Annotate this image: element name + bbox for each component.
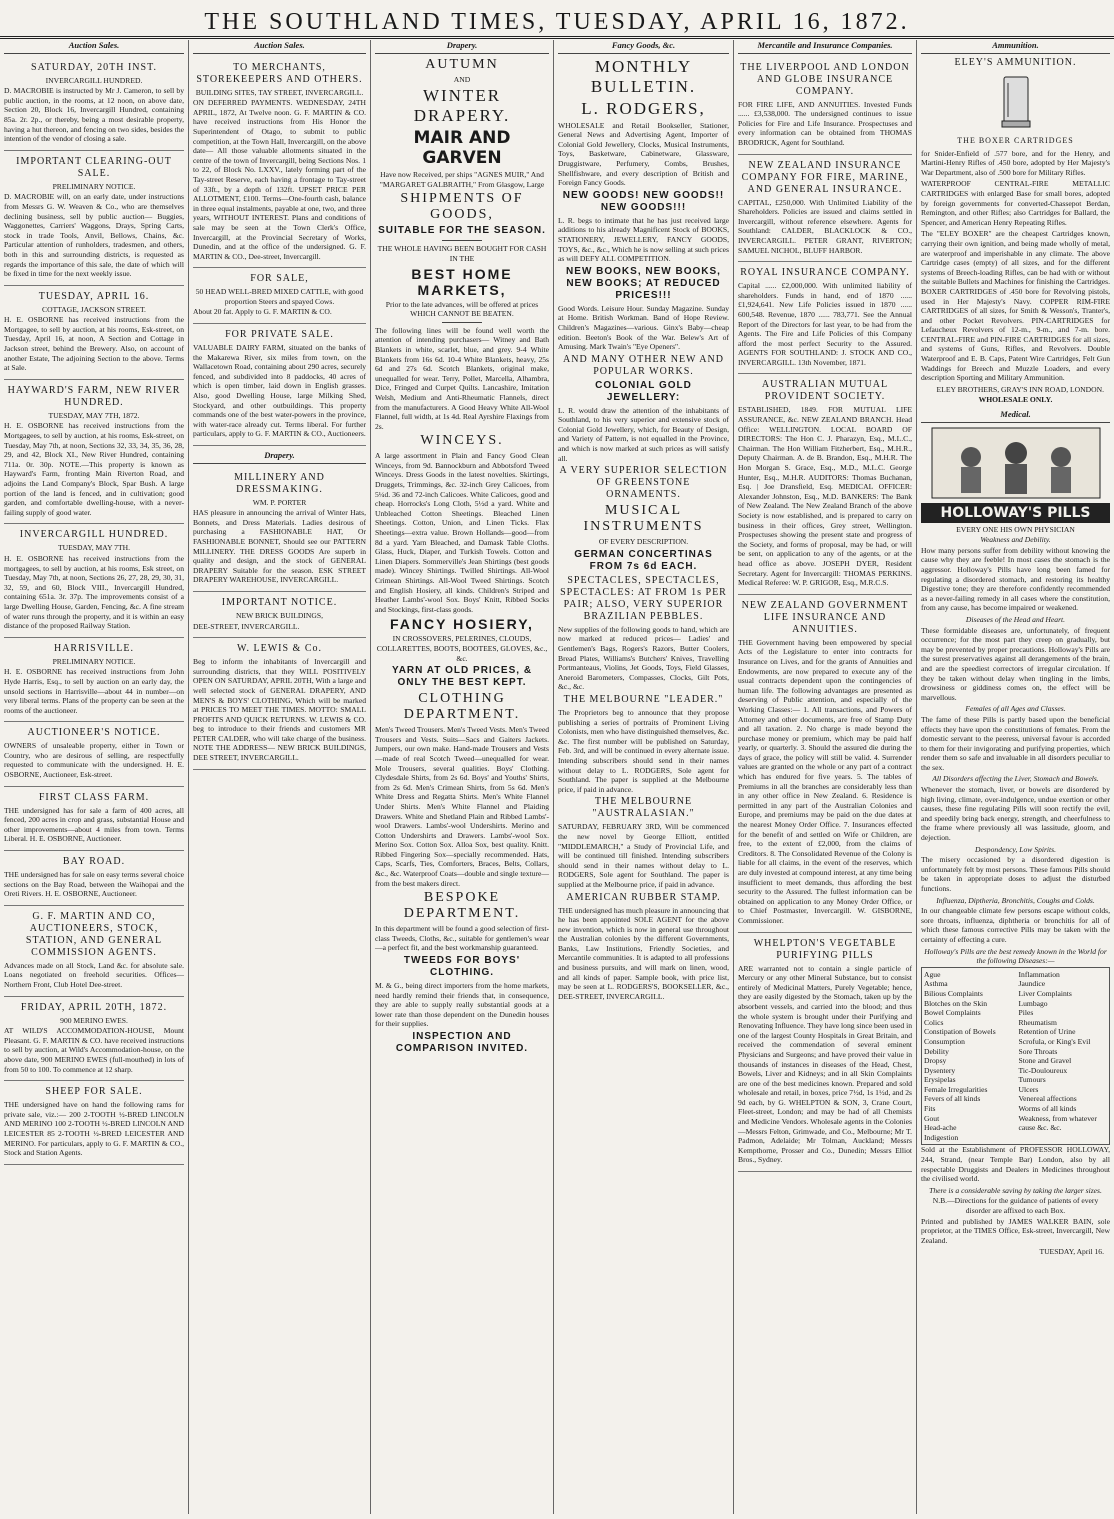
clothing-heading: CLOTHING DEPARTMENT. — [403, 691, 521, 723]
ad-body: Beg to inform the inhabitants of Invercargill and surrounding districts, that they WILL POSITIVELY OPEN ON SATURDAY, APRIL 20TH, With a large and well selected stock of GENERAL DRAPERY, AND MEN'S & BOYS' CLOTHING, Which will be marked at PRICES TO MEET THE TIMES. MOTTO: SMALL PROFITS AND QUICK RETURNS. W. LEWIS & CO. beg to introduce to their friends and customers MR PETER CALDER, who will take charge of the business. NOTE THE ADDRESS— NEW BRICK BUILDINGS, DEE STREET, INVERCARGILL. — [193, 657, 366, 763]
ad-body: FOR FIRE LIFE, AND ANNUITIES. Invested Funds ...... £3,538,000. The undersigned continues to issue Policies for Fire and Life Insurance. Prospectuses and every information can be obtained from THOMAS BRODRICK, Agent for Southland. — [738, 99, 912, 147]
column-body — [193, 467, 366, 770]
ad-body: Advances made on all Stock, Land &c. for absolute sale. Loans negotiated on freehold securities. Offices—Northern Front, Club Hotel Dee-street. — [4, 960, 184, 989]
holloway-illustration-icon — [931, 427, 1101, 499]
disease-item: Liver Complaints — [1018, 988, 1072, 998]
cartridge-icon — [994, 73, 1038, 131]
boxer-heading: THE BOXER CARTRIDGES — [957, 135, 1074, 145]
ad-heading: BAY ROAD. — [62, 856, 126, 868]
ad-body: THE undersigned has for sale a farm of 400 acres, all fenced, 200 acres in crop and grass, substantial House and other improvements—about 4 miles from town. Terms Liberal. H. E. OSBORNE, Auctioneer. — [4, 805, 184, 844]
ad-heading: SATURDAY, 20TH INST. — [31, 61, 157, 73]
disease-item: Female Irregularities — [924, 1084, 988, 1094]
ad-subheading: 900 MERINO EWES. — [60, 1015, 128, 1025]
advertisement — [738, 595, 912, 933]
masthead — [0, 6, 1114, 39]
column-body — [193, 57, 366, 446]
ad-heading: WHELPTON'S VEGETABLE PURIFYING PILLS — [753, 937, 897, 961]
ad-heading: FOR PRIVATE SALE. — [225, 329, 334, 341]
prior-text: Prior to the late advances, will be offered at prices WHICH CANNOT BE BEATEN. — [385, 299, 539, 319]
disease-item: Dysentery — [924, 1065, 956, 1075]
section-heading: Fancy Goods, &c. — [558, 40, 729, 54]
section-heading: Medical. — [921, 409, 1110, 423]
advertisement — [4, 286, 184, 380]
despondency-heading: Despondency, Low Spirits. — [975, 844, 1056, 854]
saving-text: There is a considerable saving by taking the larger sizes. — [929, 1185, 1102, 1195]
list-winceys: A large assortment in Plain and Fancy Good Clean Winceys, from 9d. Bannockburn and Abbotsford Tweed Winceys. Dress Goods in the latest novelties. Skirtings, Druggets, Trimmings, &c. 32-inch Grey Calicoes, from 5¼d. 36 and 72-inch Calicoes. White Calicoes, good and cheap. Horrocks's Long Cloth, 5½d a yard. White and Unbleached Cotton Sheetings. Bleached Linen Sheetings. Cotton, Union, and Linen Ticks. Flax Sheetings—extra value. Brown Hollands—good—from 8d a yard. Yarn Bleached, and Damask Table Cloths. Glass, Huck, Diaper, and Turkish Towels. Cotton and Linen Diapers. Sommerville's Jean Shirtings (best goods made). Wincey Shirtings. Twilled Shirtings. All-Wool Crimean Shirtings. All-Wool Tweed Shirtings. Scotch and English Hosiery, all kinds. Children's Striped and Heather Lambs'-wool Sox. Boys' Knitt, Ribbed Socks and Stockings, first-class goods. — [375, 451, 549, 614]
eley-text: The "ELEY BOXER" are the cheapest Cartridges known, carrying their own ignition, and being made wholly of metal, are waterproof and imperishable in any climate. The above Cartridge cases (empty) of all sizes, and for the different systems of Breech-loading Rifles, can be had with or without the suitable Bullets and Machines for finishing the Cartridges. BOXER CARTRIDGES of .450 bore for Revolving pistols, used in Her Majesty's Navy. COPPER RIM-FIRE CARTRIDGES of all sizes, for Smith & Wesson's, Tranter's, and other Pocket Revolvers. PIN-CARTRIDGES for Lefaucheux Revolvers of 12-m., 9-m., and 7-m. bore. CENTRAL-FIRE and PIN-FIRE CARTRIDGES for all sizes, and systems of Guns, Rifles, and Revolvers. Double Waterproof and E. B. Caps, Patent Wire Cartridges, Felt Gun Waddings for Breech and Muzzle Loaders, and every description Sporting and Military Ammunition. — [921, 229, 1110, 383]
influenza-text: In our changeable climate few persons escape without colds, sore throats, influenza, diphtheria or bronchitis for all of which these famous corrective Pills may be taken with the certainty of effecting a cure. — [921, 906, 1110, 944]
ad-heading: G. F. MARTIN AND CO, AUCTIONEERS, STOCK, STATION, AND GENERAL COMMISSION AGENTS. — [25, 910, 163, 958]
ad-body: H. E. OSBORNE has received instructions from the Mortgagees, to sell by auction, at his rooms, Esk-street, on Tuesday, May 7th, at noon, Sections 32, 33, 34, 35, 36, 28, 29, and 42, Block XI., New River Hundred, containing 711a. 0r. 30p. NOTE.—This property is known as Hayward's Farm, fronting Main Riverton Road, and adjoins the Land Company's Block, Spar Bush. A large portion of the land is fenced, and in cultivation; good garden, and comfortable dwelling-house, with a never-failing supply of good water. — [4, 421, 184, 517]
firm-name: MAIR AND GARVEN — [413, 128, 511, 169]
ad-subheading: WM. P. PORTER — [252, 497, 307, 507]
australasian-heading: THE MELBOURNE "AUSTRALASIAN." — [592, 796, 695, 820]
disease-item: Ulcers — [1018, 1084, 1039, 1094]
ad-body: D. MACROBIE will, on an early date, under instructions from Messrs G. W. Weaven & Co., who are themselves declining business, sell by public auction— Buggies, Waggonettes, Carriers' Waggons, Drays, Spring Carts, stock in trade Tools, Anvil, Bellows, Chains, &c. Particular attention of runholders, tradesmen, and others, both in this and surrounding districts, is requested as regards the importance of this sale, the date of which will be fixed in time for the next weekly issue. — [4, 192, 184, 279]
disease-item: Gout — [924, 1113, 940, 1123]
ad-heading: W. LEWIS & Co. — [236, 643, 322, 655]
females-heading: Females of all Ages and Classes. — [965, 704, 1066, 714]
new-books-heading: NEW BOOKS, NEW BOOKS, NEW BOOKS; AT REDUCED PRICES!!! — [566, 265, 721, 301]
ad-body: ESTABLISHED, 1849. FOR MUTUAL LIFE ASSURANCE, &c. NEW ZEALAND BRANCH. Head Office: WELLINGTON. LOCAL BOARD OF DIRECTORS: The Hon C. J. Pharazyn, Esq., M.L.C., Chairman. The Hon William Fitzherbert, Esq., M.H.R., Deputy Chairman. A. de B. Brandon, Esq., M.H.R. The Hon Morgan S. Grace, Esq., M.D., M.L.C. George Hunter, Esq., M.H.R. AUDITORS: Thomas Buchanan, Esq. | Joe Dransfield, Esq. MEDICAL OFFICER: Alexander Johnston, Esq., M.D. BANKERS: The Bank of New Zealand. The New Zealand Branch of the above Society is now established, and is prepared to carry on business in their offices, Grey street, Wellington. Prospectuses showing the present state and progress of the Society, and forms of proposal, may be had, or will be sent, on application to any of the agents, or at the head office as above. JOSEPH DYER, Resident Secretary. Agent for Invercargill: THOMAS PERKINS. Medical Referee: W. P. GRIGOR, Esq., M.R.C.S. — [738, 405, 912, 588]
musical-heading: MUSICAL INSTRUMENTS — [583, 503, 704, 535]
ad-heading: TO MERCHANTS, STOREKEEPERS AND OTHERS. — [196, 61, 363, 85]
australasian-text: SATURDAY, FEBRUARY 3RD, Will be commenced the new novel by George Elliott, entitled "MIDDLEMARCH," a Study of Provincial Life, and will be continued till finished. Intending subscribers should send in their names without delay to L. RODGERS, Sole agent for Southland. The paper is supplied at the Melbourne price, if paid in advance. — [558, 822, 729, 889]
advertisement — [4, 787, 184, 851]
ad-heading: IMPORTANT NOTICE. — [221, 596, 338, 608]
disease-item: Indigestion — [924, 1132, 959, 1142]
column-ammunition-medical — [916, 40, 1114, 1514]
sold-text: Sold at the Establishment of PROFESSOR HOLLOWAY, 244, Strand, (near Temple Bar) London, also by all respectable Druggists and Dealers in Medicines throughout the civilised world. — [921, 1145, 1110, 1184]
advertisement — [193, 324, 366, 446]
rubber-stamp-text: THE undersigned has much pleasure in announcing that he has been appointed SOLE AGENT for the above new invention, which is now in general use throughout the Australian colonies by the different Governments, Banks, Law Institutions, Friendly Societies, and Mercantile communities. It is adapted to all professions and business pursuits, and will mark on linen, wood, and all kinds of paper. Sample book, with price list, may be seen at L. RODGERS'S, BOOKSELLER, &c., DEE-STREET, INVERCARGILL. — [558, 905, 729, 1001]
females-text: The fame of these Pills is partly based upon the beneficial effects they have upon the constitutions of females. From the domestic servant to the peeress, universal favour is accorded to them for their invigorating and purifying properties, which render them so safe and invaluable in all disorders peculiar to the sex. — [921, 714, 1110, 772]
ad-body: AT WILD'S ACCOMMODATION-HOUSE, Mount Pleasant. G. F. MARTIN & CO. have received instructions to sell by auction, at Wild's Accommodation-house, on the above date, 900 MERINO EWES (full-mouthed) in lots of from 50 to 100. To commence at 12 sharp. — [4, 1026, 184, 1074]
colonial-text: L. R. would draw the attention of the inhabitants of Southland, to his very superior and extensive stock of Colonial Gold Jewellery, which, for Beauty of Design, and Variety of Pattern, is not equalled in the Province, and which is now marked at such prices as will satisfy all. — [558, 405, 729, 463]
column-fancy-goods — [553, 40, 733, 1514]
season-heading: SUITABLE FOR THE SEASON. — [378, 225, 546, 237]
advertisement — [193, 638, 366, 770]
disease-item: Weakness, from whatever cause &c. &c. — [1018, 1113, 1097, 1133]
spectacles-heading: SPECTACLES, SPECTACLES, SPECTACLES: AT FROM 1s PER PAIR; ALSO, VERY SUPERIOR BRAZILIAN PEBBLES. — [560, 574, 727, 622]
column-body — [738, 57, 912, 1172]
advertisement — [738, 933, 912, 1172]
autumn-heading: AUTUMN — [425, 56, 499, 72]
disease-item: Bilious Complaints — [924, 988, 983, 998]
disease-item: Fevers of all kinds — [924, 1094, 981, 1104]
bought-text: THE WHOLE HAVING BEEN BOUGHT FOR CASH IN THE — [377, 244, 547, 263]
ad-body: HAS pleasure in announcing the arrival of Winter Hats, Bonnets, and Dress Materials. Ladies desirous of purchasing a FASHIONABLE HAT, Or FASHIONABLE BONNET, Should see our PATTERN MILLINERY. THE DRESS GOODS Are superb in quality and design, and the stock of GENERAL DRAPERY Suitable for the season. ESK STREET DRAPERY WAREHOUSE, INVERCARGILL. — [193, 508, 366, 585]
yarn-heading: YARN AT OLD PRICES, & ONLY THE BEST KEPT. — [391, 665, 533, 689]
advertisement — [4, 57, 184, 151]
disease-item: Constipation of Bowels — [924, 1027, 996, 1037]
issue-date: TUESDAY, April 16. — [1039, 1247, 1104, 1257]
ad-subheading: BUILDING SITES, TAY STREET, INVERCARGILL. — [195, 87, 364, 97]
ad-heading: SHEEP FOR SALE. — [45, 1086, 143, 1098]
disease-item: Colics — [924, 1017, 944, 1027]
advertisement — [4, 638, 184, 723]
waterproof-text: WATERPROOF CENTRAL-FIRE METALLIC CARTRIDGES with enlarged Base for small bores, adopted by foreign governments for converted-Chassepot Berdan, Remington, and other Rifles; also Cartridges for Ballard, the Spencer, and American Henry Repeating Rifles. — [921, 179, 1110, 227]
ad-subheading: NEW BRICK BUILDINGS, — [236, 610, 323, 620]
books-list: Good Words. Leisure Hour. Sunday Magazine. Sunday at Home. British Workman. Band of Hope Review. Children's Magazines—various. Ginx's Baby—cheap edition. Beeton's Book of the War. Belew's Art of Amusing. Mark Twain's "Eye Openers". — [558, 303, 729, 352]
nb-text: N.B.—Directions for the guidance of patients of every disorder are affixed to each Box. — [932, 1196, 1099, 1215]
shipments-heading: SHIPMENTS OF GOODS, — [400, 191, 524, 223]
ad-heading: NEW ZEALAND GOVERNMENT LIFE INSURANCE AND ANNUITIES. — [741, 599, 909, 635]
advertisement — [4, 906, 184, 997]
disease-item: Sore Throats — [1018, 1046, 1058, 1056]
holloway-banner: HOLLOWAY'S PILLS — [921, 503, 1110, 523]
advertisement — [193, 268, 366, 324]
ad-heading: AUCTIONEER'S NOTICE. — [27, 727, 161, 739]
ad-subheading: PRELIMINARY NOTICE. — [52, 656, 136, 666]
ad-heading: HAYWARD'S FARM, NEW RIVER HUNDRED. — [7, 384, 181, 408]
masthead-title: THE SOUTHLAND TIMES, TUESDAY, APRIL 16, 1872. — [204, 9, 910, 35]
disease-item: Consumption — [924, 1036, 965, 1046]
section-heading: Auction Sales. — [4, 40, 184, 54]
ad-body: H. E. OSBORNE has received instructions from the mortgagees, to sell by auction, at his rooms, Esk street, on Tuesday, May 7th, at noon, Sections 26, 27, 28, 29, 30, 31, 32, 59, and 60, Block VIII., Invercargill Hundred, containing 651a. 3r. 37p. The improvements consist of a large Dwelling House, Garden, Fencing, &c. A fine stream of water runs through the property, and it is within an easy distance of the proposed Railway Station. — [4, 553, 184, 631]
ad-body: OWNERS of unsaleable property, either in Town or Country, who are desirous of selling, are respectfully requested to communicate with the undersigned. H. E. OSBORNE, Auctioneer, Esk-street. — [4, 741, 184, 780]
inspection-heading: INSPECTION AND COMPARISON INVITED. — [395, 1031, 529, 1054]
ad-subheading: COTTAGE, JACKSON STREET. — [42, 304, 146, 314]
column-body — [4, 57, 184, 1165]
ad-heading: HARRISVILLE. — [53, 642, 135, 654]
rodgers-heading: L. RODGERS, — [581, 98, 706, 118]
ad-body: THE undersigned has for sale on easy terms several choice sections on the Bay Road, between the Waihopai and the Oreti Rivers. H. E. OSBORNE, Auctioneer. — [4, 870, 184, 899]
despondency-text: The misery occasioned by a disordered digestion is unfortunately felt by most persons. These famous Pills should be taken in appropriate doses to adjust the disturbed functions. — [921, 855, 1110, 893]
disease-item: Retention of Urine — [1018, 1027, 1076, 1037]
ad-heading: THE LIVERPOOL AND LONDON AND GLOBE INSURANCE COMPANY. — [740, 61, 910, 97]
section-heading: Ammunition. — [921, 40, 1110, 54]
new-goods-text: L. R. begs to intimate that he has just received large additions to his already Magnificent Stock of BOOKS, STATIONERY, JEWELLERY, FANCY GOODS, TOYS, &c., &c., Which he is now selling at such prices as will DEFY ALL COMPETITION. — [558, 215, 729, 264]
disease-item: Erysipelas — [924, 1075, 956, 1085]
tweeds-text: M. & G., being direct importers from the home markets, need hardly remind their friends that, in consequence, they are able to supply really substantial goods at a lower rate than those dependent on the Dunedin houses for their supplies. — [375, 981, 549, 1029]
disease-item: Head-ache — [924, 1123, 957, 1133]
advertisement — [4, 151, 184, 286]
bespoke-heading: BESPOKE DEPARTMENT. — [403, 890, 521, 922]
disease-item: Jaundice — [1018, 979, 1046, 989]
leader-text: The Proprietors beg to announce that they propose publishing a series of portraits of Prominent Living Colonists, men who have distinguished themselves, &c. &c. The first number will be published on Saturday, Feb. 3rd, and will be continued in every alternate issue. Intending subscribers should send in their names without delay to L. RODGERS, Sole agent for Southland. The paper is supplied at the Melbourne price, if paid in advance. — [558, 708, 729, 794]
hosiery-text: IN CROSSOVERS, PELERINES, CLOUDS, COLLARETTES, BOOTS, BOOTEES, GLOVES, &c., &c. — [376, 634, 548, 663]
ad-body: H. E. OSBORNE has received instructions from John Hyde Harris, Esq., to sell by auction on an early day, the unsold sections in Harrisville—about 44 in number—on very liberal terms. Plans of the property can be seen at the rooms of the auctioneer. — [4, 667, 184, 715]
popular-works-heading: AND MANY OTHER NEW AND POPULAR WORKS. — [563, 353, 724, 377]
ad-body: VALUABLE DAIRY FARM, situated on the banks of the Makarewa River, six miles from town, on the Wallacetown Road, containing about 290 acres, securely fenced, and subdivided into 8 paddocks, 40 acres of which is open timber, laid down in English grasses. Also, good Dwelling House, large Milking Shed, Stockyard, and other outbuildings. This property commands one of the best water-powers in the province, with water-race already cut. Terms liberal. For further particulars, apply to G. F. MARTIN & CO., Auctioneers. — [193, 343, 366, 439]
ad-body: DEE-STREET, INVERCARGILL. — [193, 621, 300, 631]
section-heading: Auction Sales. — [193, 40, 366, 54]
ad-heading: AUSTRALIAN MUTUAL PROVIDENT SOCIETY. — [761, 379, 889, 403]
disease-item: Worms of all kinds — [1018, 1104, 1077, 1114]
disease-item: Stone and Gravel — [1018, 1056, 1072, 1066]
disease-item: Ague — [924, 969, 941, 979]
divider — [442, 322, 482, 323]
column-drapery — [370, 40, 553, 1514]
ad-body: D. MACROBIE is instructed by Mr J. Cameron, to sell by public auction, in the rooms, at 12 noon, on above date, Section 20, Block 16, Invercargill Hundred, containing 85a. 2r. 2p., or thereby, being a most desirable property, having a hut thereon, and fencing on two sides, besides the intention of the vendor of closing a sale. — [4, 86, 184, 144]
advertisement — [193, 57, 366, 269]
ad-body: THE Government having been empowered by special Acts of the Legislature to enter into contracts for Insurance on Lives, and for the grants of Annuities and Endowments, are now prepared to execute any of the usual contracts dependent upon the contingencies of human life. The following advantages are presented as deserving of Public attention, and especially of the Working Classes:— 1. All transactions, and Powers of Attorney and other documents, are free of Stamp Duty and all taxation. 2. No charge is made beyond the purchase money or premium, which may be paid half yearly, or quarterly. 3. Should the assured die during the days of grace, the policy will still be valid. 4. Surrender values are granted on the whole or any part of a contract which has endured for five years. 5. The tables of Premiums in all the branches are considerably less than in any other office in New Zealand. 6. Residence is permitted in any part of the Australian Colonies and Europe, and premiums may be paid on the due dates at the nearest Money Order Office. 7. Insurances effected for the benefit of and settled on Wife or Children, are free, to the extent of £2,000, from the claims of Creditors. 8. The Consolidated Revenue of the Colony is liable for all claims, in the event of the reserves, which are duly invested at compound interest, at any time being insufficient to meet demands, thus affording the best security to the Assured. The fullest information can be obtained on application to any Money Order Office, or to Chief Postmaster, Invercargill. W. GISBORNE, Commissioner. — [738, 637, 912, 925]
ad-subheading: 50 HEAD WELL-BRED MIXED CATTLE, with good proportion Steers and spayed Cows. — [195, 287, 364, 306]
ad-body: ON DEFERRED PAYMENTS. WEDNESDAY, 24TH APRIL, 1872, At Twelve noon. G. F. MARTIN & CO. have received instructions from His Honor the Superintendent of Otago, to submit to public competition, at the Town Hall, Invercargill, on the above date— All those valuable allotments situated in the centre of the town of Invercargill, being Sections Nos. 1 to 22, of Block No. LXXV., lately forming part of the Tay-street Reserve, each having a frontage to Tay-street of 33ft., by a depth of 132ft. UPSET PRICE PER ALLOTMENT, £100. Terms—One-fourth cash, balance in three equal instalments, payable at one, two, and three years, WITHOUT INTEREST. Plans and conditions of sale may be seen at the Town Clerk's Office, Invercargill, at the Provincial Secretary of Works, Dunedin, and at the office of the undersigned. G. F. MARTIN & CO., Dee-street, Invercargill. — [193, 98, 366, 261]
column-auction-sales-2 — [188, 40, 370, 1514]
ad-heading: IMPORTANT CLEARING-OUT SALE. — [16, 155, 172, 179]
head-heart-text: These formidable diseases are, unfortunately, of frequent occurrence; for the most part they creep on gradually, but may be prevented by proper precautions. Holloway's Pills are the surest preservatives against all derangements of the brain, and are the speediest correctors of irregular circulation. If they be taken without delay when tingling in the limbs, drowsiness or giddiness comes on, the effect will be marvellous. — [921, 625, 1110, 702]
column-auction-sales-1 — [0, 40, 188, 1514]
disease-item: Venereal affections — [1018, 1094, 1077, 1104]
liver-heading: All Disorders affecting the Liver, Stomach and Bowels. — [932, 774, 1099, 784]
disease-item: Debility — [924, 1046, 949, 1056]
ad-heading: TUESDAY, APRIL 16. — [38, 290, 150, 302]
ad-body: THE undersigned have on hand the following rams for private sale, viz.:— 200 2-TOOTH ½-BRED LINCOLN AND MERINO 100 2-TOOTH ½-BRED LINCOLN AND LEICESTER 85 2-TOOTH ½-BRED LEICESTER AND MERINO. For particulars, apply to G. F. MARTIN & CO., Stock and Station Agents. — [4, 1100, 184, 1158]
winter-drapery-heading: WINTER DRAPERY. — [413, 86, 511, 126]
colonial-jewellery-heading: COLONIAL GOLD JEWELLERY: — [595, 379, 692, 403]
liver-text: Whenever the stomach, liver, or bowels are disordered by high living, climate, over-indulgence, undue exertion or other causes, these fine regulating Pills will soon rectify the evil, and speedily bring back energy, strength, and cheerfulness to the frame where previously all was lassitude, gloom, and dejection. — [921, 785, 1110, 843]
disease-item: Tic-Douloureux — [1018, 1065, 1068, 1075]
advertisement — [4, 1081, 184, 1165]
ad-heading: NEW ZEALAND INSURANCE COMPANY FOR FIRE, MARINE, AND GENERAL INSURANCE. — [741, 159, 909, 195]
ad-subheading: TUESDAY, MAY 7TH. — [57, 543, 130, 553]
ad-heading: MILLINERY AND DRESSMAKING. — [234, 471, 325, 495]
rodgers-intro: WHOLESALE and Retail Bookseller, Stationer, General News and Advertising Agent, Importer of Colonial Gold Jewellery, Clocks, Musical Instruments, Toys, Basketware, Cabinetware, Glassware, Druggistware, Perfumery, Combs, Brushes, Shellfishware, and every description of British and Foreign Fancy Goods. — [558, 120, 729, 188]
physician-heading: EVERY ONE HIS OWN PHYSICIAN — [956, 524, 1075, 534]
best-markets-heading: BEST HOME MARKETS, — [411, 265, 513, 298]
ad-subheading: TUESDAY, MAY 7TH, 1872. — [48, 410, 140, 420]
ad-subheading: INVERCARGILL HUNDRED. — [45, 75, 143, 85]
leader-heading: THE MELBOURNE "LEADER." — [563, 694, 724, 705]
eley-signature: ELEY BROTHERS, GRAY'S INN ROAD, LONDON. — [936, 384, 1104, 394]
section-heading: Drapery. — [375, 40, 549, 54]
ad-subheading: PRELIMINARY NOTICE. — [52, 181, 136, 191]
bespoke-text: In this department will be found a good selection of first-class Tweeds, Cloths, &c., suitable for gentlemen's wear—a perfect fit, and the best workmanship guaranteed. — [375, 924, 549, 953]
disease-item: Lumbago — [1018, 998, 1048, 1008]
head-heart-heading: Diseases of the Head and Heart. — [965, 614, 1066, 624]
disease-item: Rheumatism — [1018, 1017, 1057, 1027]
section-heading: Mercantile and Insurance Companies. — [738, 40, 912, 54]
winceys-heading: WINCEYS. — [420, 433, 504, 449]
advertisement — [4, 380, 184, 525]
weakness-heading: Weakness and Debility. — [980, 535, 1051, 545]
new-goods-heading: NEW GOODS! NEW GOODS!! NEW GOODS!!! — [562, 189, 725, 213]
ad-heading: ROYAL INSURANCE COMPANY. — [740, 267, 910, 279]
and-text: AND — [453, 74, 471, 84]
musical-sub: OF EVERY DESCRIPTION. — [598, 537, 689, 547]
list-blankets: The following lines will be found well worth the attention of intending purchasers— Witney and Bath Blankets in white, scarlet, blue, and grey. 9-4 White Blankets from 16s 6d. 10-4 White Blankets, heavy, 25s 6d and 27s 6d. Scotch Blankets, original make, unequalled for wear. Terry, Pollet, Marcella, Alhambra, Dice, Fringed and Curpet Quilts. Lancashire, Imitation Welsh, Medium and Anti-Rheumatic Flannels, direct from the manufacturers. A Good Heavy White All-Wool Flannel, full width, at 1s 4d. Real Ayrshire Flaxings from 2s. — [375, 325, 549, 431]
disease-item: Piles — [1018, 1008, 1034, 1018]
ad-body: ARE warranted not to contain a single particle of Mercury or any other Mineral Substance, but to consist entirely of Medicinal Matters, Purely Vegetable; hence, they are easily digested by the Stomach, taken up by the absorbent vessels, and carried into the blood; and thus the whole system is brought under their Purifying and Renovating Influence. They have long since been used in one of the largest County Hospitals in Great Britain, and received the commendation of several eminent Physicians and Surgeons; and have proved their value in thousands of instances in diseases of the Head, Chest, Bowels, Liver and Kidneys; and in all Skin Complaints are one of the best medicines known. Prepared and sold wholesale and retail, in boxes, price 7½d, 1s 1½d, and 2s 9d each, by G. WHELPTON & SON, 3, Crane Court, Fleet-street, London; and may be had of all Chemists and Medicine Vendors. Wholesale agents in the Colonies—Messrs Felton, Grimwade, and Co., Melbourne; Mr T. Padmon, Adelaide; Mr Tolman, Auckland; Messrs Kempthorne, Prosser and Co., Dunedin; Messrs Elliot Bros., Sydney. — [738, 963, 912, 1165]
ad-heading: FOR SALE, — [250, 273, 309, 285]
eley-heading: ELEY'S AMMUNITION. — [954, 56, 1077, 68]
monthly-bulletin-heading: MONTHLY BULLETIN. — [590, 56, 697, 96]
advertisement — [738, 57, 912, 155]
list-clothing: Men's Tweed Trousers. Men's Tweed Vests. Men's Tweed Trousers and Vests. Suits—Sacs and Gaiters Jackets. Jumpers, our own make. Hand-made Trousers and Vests—made of real Scotch Tweed—unequalled for wear. Mole Trousers, several qualities. Boys' Clothing. Clydesdale Shirts, from 2s 6d. Boys' and Youths' Shirts, from 2s 6d. Men's Crimean Shirts, from 5s 6d. Men's White Dress and Regatta Shirts. Men's White Flannel Under Shirts. Men's White Flannel and Plaiding Drawers. White and Shetland Plain and Ribbed Lambs'-wool Drawers. Lambs'-wool Undershirts. Merino and Cotton Undershirts and Drawers. Lambs'-wool Sox. Merino Sox. Cotton Sox. Alloa Sox, best quality. Knitt. Ribbed Fingering Sox—specially recommended. Hats, Caps, Scarfs, Ties, Comforters, Braces, Belts, Collars, &c., &c. Waterproof Coats—double and single texture—from the best makers direct. — [375, 725, 549, 888]
section-heading: Drapery. — [193, 450, 366, 464]
imprint-text: Printed and published by JAMES WALKER BAIN, sole proprietor, at the TIMES Office, Esk-street, Invercargill, New Zealand. — [921, 1216, 1110, 1245]
divider — [442, 240, 482, 241]
disease-item: Asthma — [924, 979, 948, 989]
disease-item: Fits — [924, 1104, 936, 1114]
advertisement — [4, 997, 184, 1082]
advertisement — [193, 467, 366, 592]
ships-text: Have now Received, per ships "AGNES MUIR," And "MARGARET GALBRAITH," From Glasgow, Large — [379, 170, 545, 189]
supplies-text: New supplies of the following goods to hand, which are now marked at reduced prices— Ladies' and Gentlemen's Bags, Rogers's Razors, Butter Coolers, Bread Plates, Williams's Butchers' Knives, Travelling Portmanteaus, Violins, Jet Goods, Toys, Field Glasses, Aneroid Barometers, Compasses, Clocks, Gilt Pots, &c., &c. — [558, 624, 729, 692]
ad-heading: FRIDAY, APRIL 20TH, 1872. — [20, 1001, 168, 1013]
ad-body: H. E. OSBORNE has received instructions from the Mortgagee, to sell by auction, at his rooms, Esk-street, on Tuesday, April 16, at noon, A Section and Cottage in Jackson street, behind the Brewery. Also, on account of another Estate, The adjoining Section to the above. Terms at Sale. — [4, 315, 184, 373]
tweeds-heading: TWEEDS FOR BOYS' CLOTHING. — [403, 955, 521, 979]
advertisement — [4, 524, 184, 637]
advertisement — [4, 722, 184, 786]
disease-item: Blotches on the Skin — [924, 998, 988, 1008]
column-insurance — [733, 40, 916, 1514]
disease-item: Dropsy — [924, 1056, 947, 1066]
concertinas-heading: GERMAN CONCERTINAS FROM 7s 6d EACH. — [574, 548, 713, 572]
disease-item: Inflammation — [1018, 969, 1060, 979]
disease-item: Bowel Complaints — [924, 1008, 981, 1018]
wholesale-only: WHOLESALE ONLY. — [978, 395, 1053, 405]
ad-body: Capital ...... £2,000,000. With unlimited liability of shareholders. Funds in hand, end of 1870 ...... £1,924,641. New Life Policies issued in 1870 ...... 600,548. Revenue, 1870 ...... 783,771. See the Annual Report of the Directors for last year, to be had from the Agents. The Fire and Life Policies of this Company afford the most perfect Security to the Assured. AGENTS FOR SOUTHLAND: J. STOCK AND CO., INVERCARGILL. 13th November, 1871. — [738, 281, 912, 367]
advertisement — [738, 262, 912, 374]
greenstone-heading: A VERY SUPERIOR SELECTION OF GREENSTONE ORNAMENTS. — [559, 465, 728, 501]
ad-heading: INVERCARGILL HUNDRED. — [19, 529, 169, 541]
boxer-text: for Snider-Enfield of .577 bore, and for the Henry, and Martini-Henry Rifles of .450 bore, adopted by Her Majesty's War Department, also of .500 bore for Military Rifles. — [921, 148, 1110, 177]
influenza-heading: Influenza, Diptheria, Bronchitis, Coughs and Colds. — [936, 895, 1095, 905]
advertisement — [4, 851, 184, 906]
diseases-heading: Holloway's Pills are the best remedy known in the World for the following Diseases:— — [924, 946, 1107, 966]
ad-body: About 20 fat. Apply to G. F. MARTIN & CO. — [193, 307, 332, 317]
advertisement — [738, 374, 912, 594]
advertisement — [193, 592, 366, 638]
disease-item: Tumours — [1018, 1075, 1046, 1085]
rubber-stamp-heading: AMERICAN RUBBER STAMP. — [566, 891, 721, 903]
disease-item: Scrofula, or King's Evil — [1018, 1036, 1091, 1046]
diseases-table — [921, 967, 1110, 1146]
ad-body: CAPITAL, £250,000. With Unlimited Liability of the Shareholders. Policies are issued and claims settled in Invercargill, without reference elsewhere. Agents for Southland: CALDER, BLACKLOCK & CO., INVERCARGILL. PETER GRANT, RIVERTON; SAMUEL NICHOL, BLUFF HARBOR. — [738, 197, 912, 255]
fancy-hosiery-heading: FANCY HOSIERY, — [390, 616, 534, 633]
ad-heading: FIRST CLASS FARM. — [38, 791, 150, 803]
advertisement — [738, 155, 912, 263]
weakness-text: How many persons suffer from debility without knowing the cause why they are feeble! In most cases the stomach is the aggressor. Holloway's Pills have long been famed for regulating a disordered stomach, and restoring its healthy Digestive tone; they are therefore confidently recommended as a never-failing remedy in all cases where the constitution, from any cause, has become impaired or weakened. — [921, 545, 1110, 613]
